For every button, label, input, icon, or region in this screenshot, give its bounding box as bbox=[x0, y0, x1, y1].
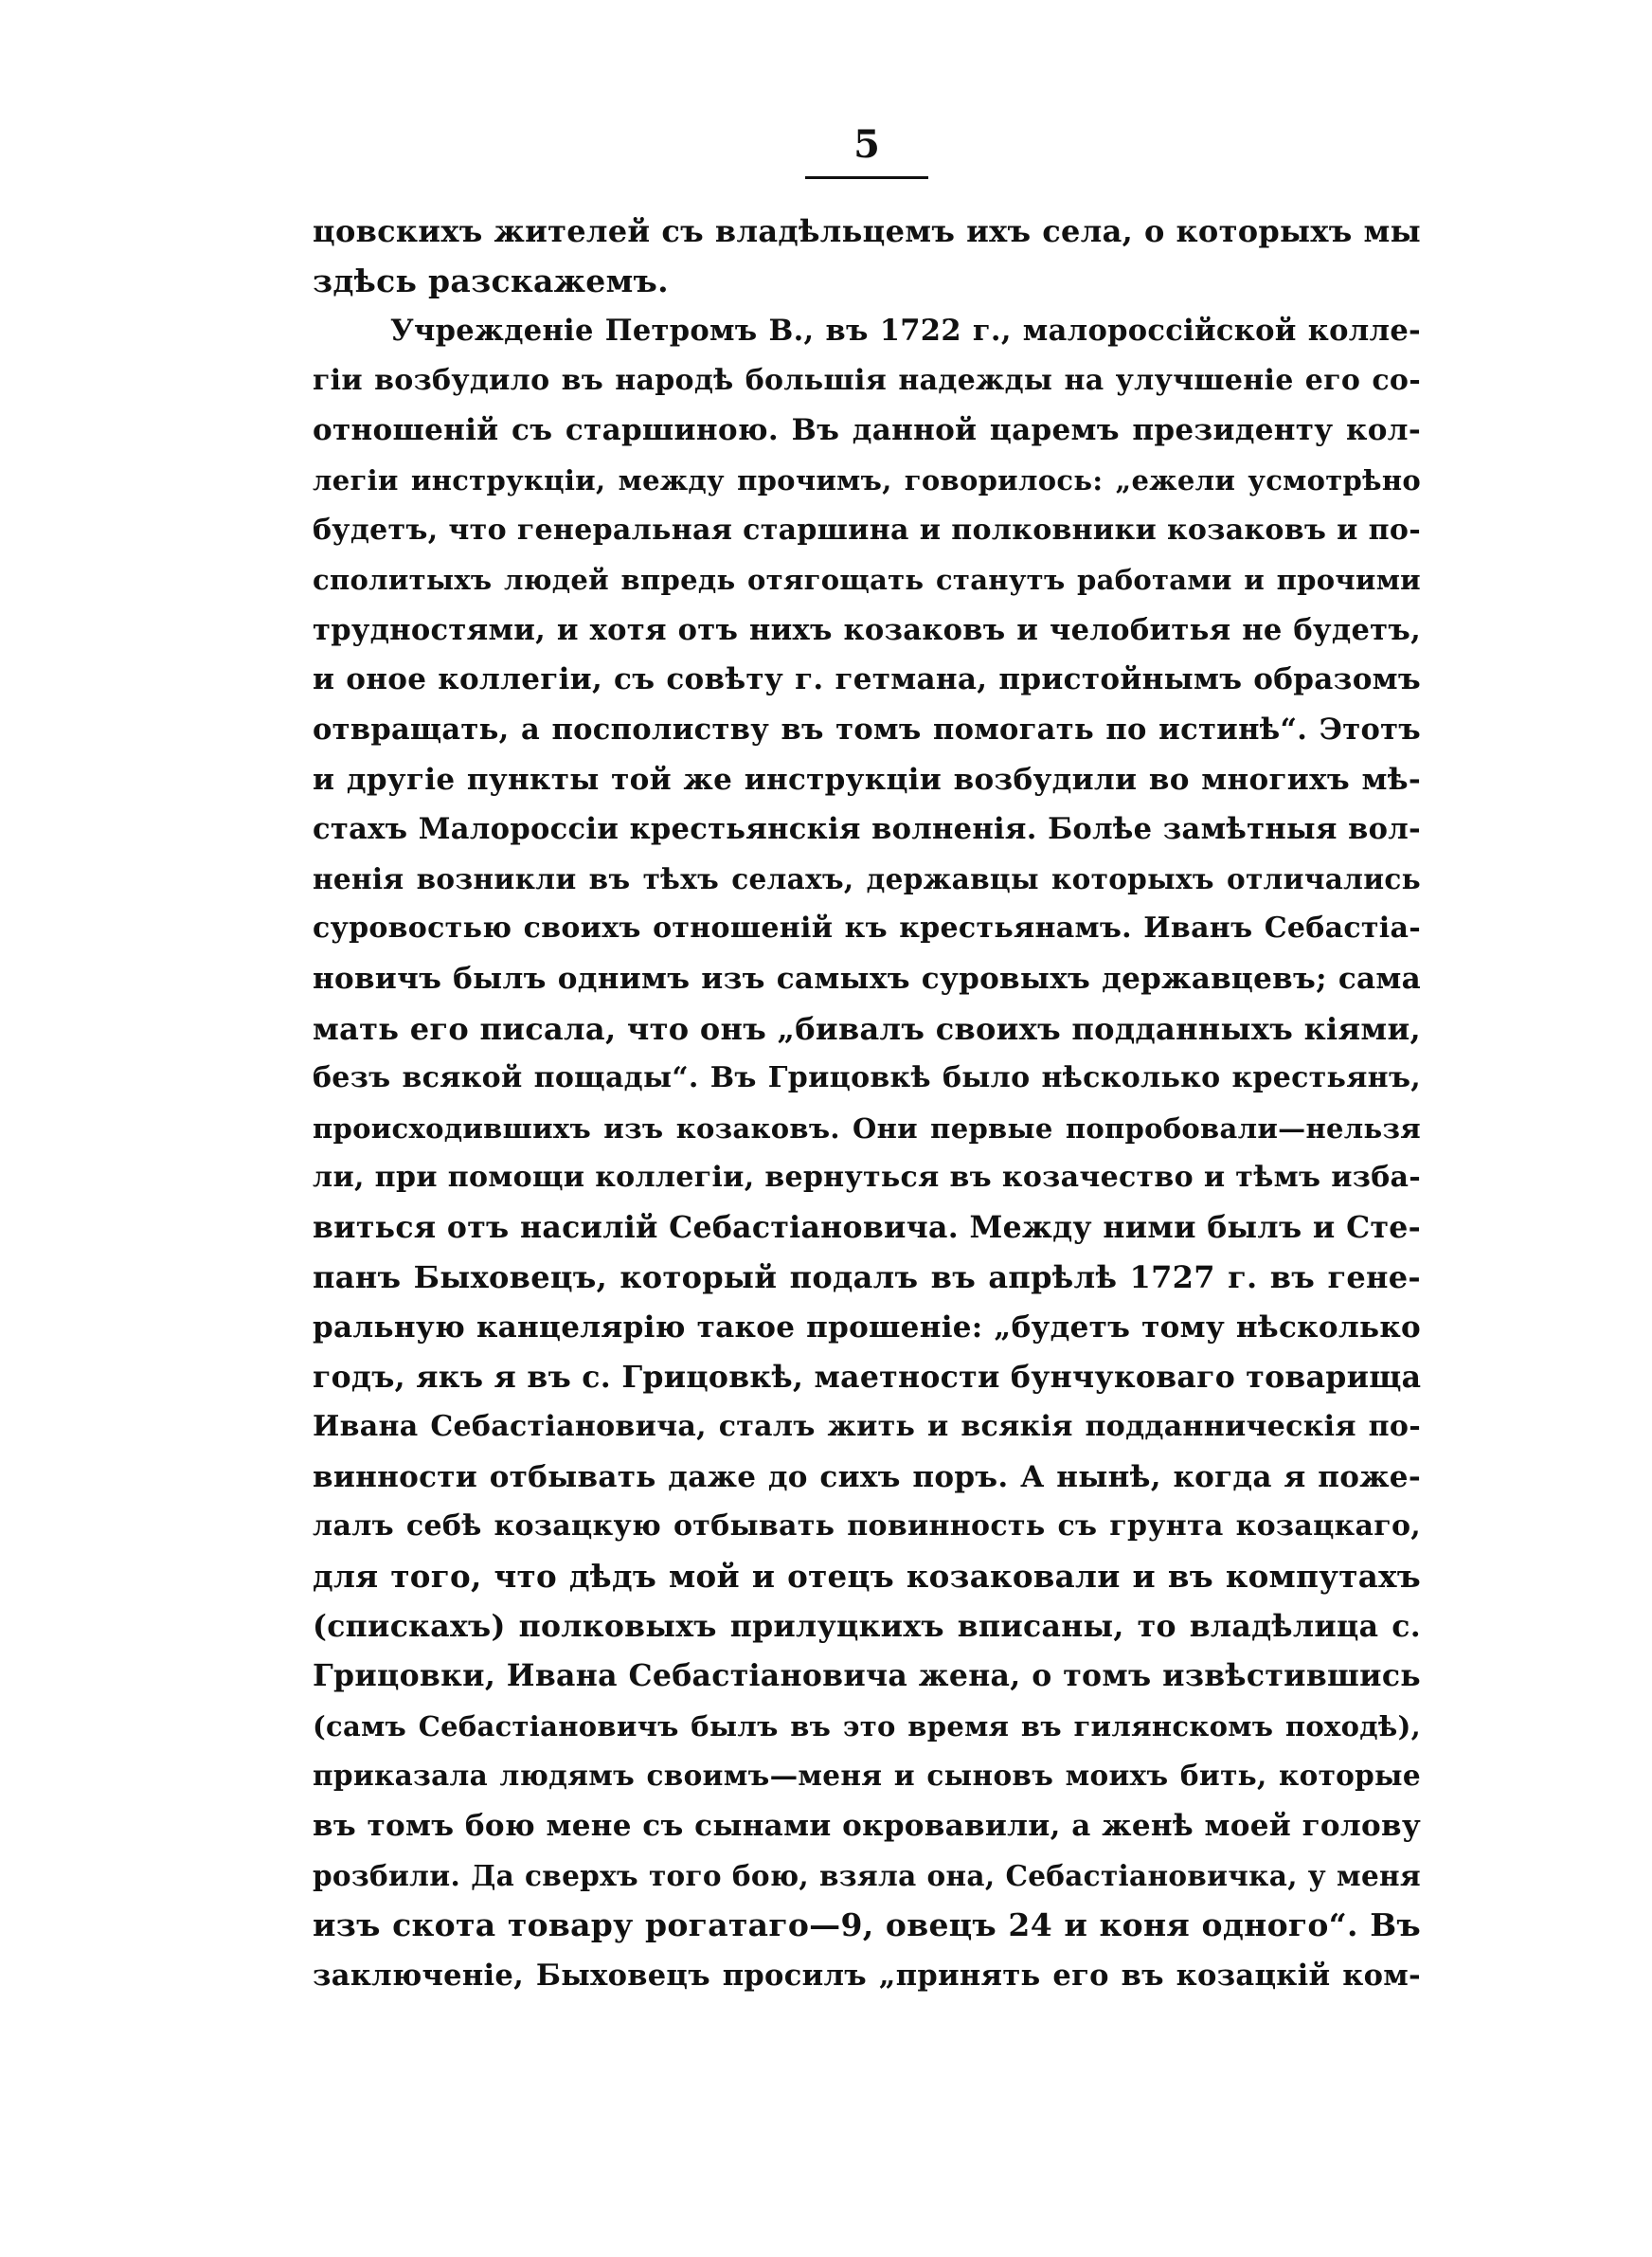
text-line: (спискахъ) полковыхъ прилуцкихъ вписаны, то владѣлица с. bbox=[313, 1608, 1421, 1644]
text-line: (самъ Себастіановичъ былъ въ это время въ гилянскомъ походѣ), bbox=[313, 1709, 1421, 1742]
text-line: ненія возникли въ тѣхъ селахъ, державцы которыхъ отличались bbox=[313, 861, 1421, 895]
text-line: панъ Быховецъ, который подалъ въ апрѣлѣ 1727 г. въ гене- bbox=[313, 1259, 1421, 1296]
text-line: годъ, якъ я въ с. Грицовкѣ, маетности бунчуковаго товарища bbox=[313, 1359, 1422, 1395]
text-line: ральную канцелярію такое прошеніе: „будетъ тому нѣсколько bbox=[313, 1310, 1421, 1345]
text-line: изъ скота товару рогатаго—9, овецъ 24 и коня одного“. Въ bbox=[313, 1906, 1421, 1944]
text-line: новичъ былъ однимъ изъ самыхъ суровыхъ державцевъ; сама bbox=[313, 961, 1421, 996]
text-line: и оное коллегіи, съ совѣту г. гетмана, пристойнымъ образомъ bbox=[313, 662, 1421, 697]
text-line: трудностями, и хотя отъ нихъ козаковъ и челобитья не будетъ, bbox=[313, 612, 1421, 647]
text-line: розбили. Да сверхъ того бою, взяла она, Себастіановичка, у меня bbox=[313, 1858, 1421, 1892]
text-line: гіи возбудило въ народѣ большія надежды на улучшеніе его со- bbox=[313, 363, 1421, 397]
text-line: Ивана Себастіановича, сталъ жить и всякія подданническія по- bbox=[313, 1410, 1421, 1444]
text-line: легіи инструкціи, между прочимъ, говорилось: „ежели усмотрѣно bbox=[313, 463, 1421, 497]
text-line: ли, при помощи коллегіи, вернуться въ козачество и тѣмъ изба- bbox=[313, 1161, 1421, 1195]
text-line: отношеній съ старшиною. Въ данной царемъ президенту кол- bbox=[313, 413, 1421, 448]
text-line: Учрежденіе Петромъ В., въ 1722 г., малороссійской колле- bbox=[390, 314, 1421, 349]
text-line: въ томъ бою мене съ сынами окровавили, а женѣ моей голову bbox=[313, 1809, 1421, 1843]
text-line: отвращать, а посполиству въ томъ помогать по истинѣ“. Этотъ bbox=[313, 712, 1421, 747]
text-line: цовскихъ жителей съ владѣльцемъ ихъ села, о которыхъ мы bbox=[313, 213, 1421, 249]
text-line: лалъ себѣ козацкую отбывать повинность съ грунта козацкаго, bbox=[313, 1509, 1421, 1544]
text-line: происходившихъ изъ козаковъ. Они первые попробовали—нельзя bbox=[313, 1111, 1421, 1145]
page-number: 5 bbox=[853, 122, 880, 167]
text-line: и другіе пункты той же инструкціи возбудили во многихъ мѣ- bbox=[313, 762, 1421, 797]
text-line: здѣсь разскажемъ. bbox=[313, 262, 669, 299]
text-line: виться отъ насилій Себастіановича. Между ними былъ и Сте- bbox=[313, 1209, 1421, 1245]
page-number-rule bbox=[805, 176, 928, 179]
text-line: безъ всякой пощады“. Въ Грицовкѣ было нѣсколько крестьянъ, bbox=[313, 1061, 1421, 1095]
text-line: заключеніе, Быховецъ просилъ „принять его въ козацкій ком- bbox=[313, 1958, 1421, 1993]
text-line: стахъ Малороссіи крестьянскія волненія. Болѣе замѣтныя вол- bbox=[313, 812, 1421, 847]
text-line: мать его писала, что онъ „бивалъ своихъ подданныхъ кіями, bbox=[313, 1010, 1421, 1047]
text-line: Грицовки, Ивана Себастіановича жена, о томъ извѣстившись bbox=[313, 1658, 1421, 1694]
page-header bbox=[805, 121, 928, 179]
text-line: будетъ, что генеральная старшина и полковники козаковъ и по- bbox=[313, 513, 1421, 547]
text-line: сполитыхъ людей впредь отягощать станутъ работами и прочими bbox=[313, 564, 1421, 597]
text-line: приказала людямъ своимъ—меня и сыновъ моихъ бить, которые bbox=[313, 1759, 1421, 1793]
text-line: для того, что дѣдъ мой и отецъ козаковали и въ компутахъ bbox=[313, 1558, 1421, 1596]
body-text bbox=[313, 207, 1421, 2000]
text-line: суровостью своихъ отношеній къ крестьянамъ. Иванъ Себастіа- bbox=[313, 912, 1421, 946]
text-line: винности отбывать даже до сихъ поръ. А нынѣ, когда я поже- bbox=[313, 1459, 1421, 1494]
